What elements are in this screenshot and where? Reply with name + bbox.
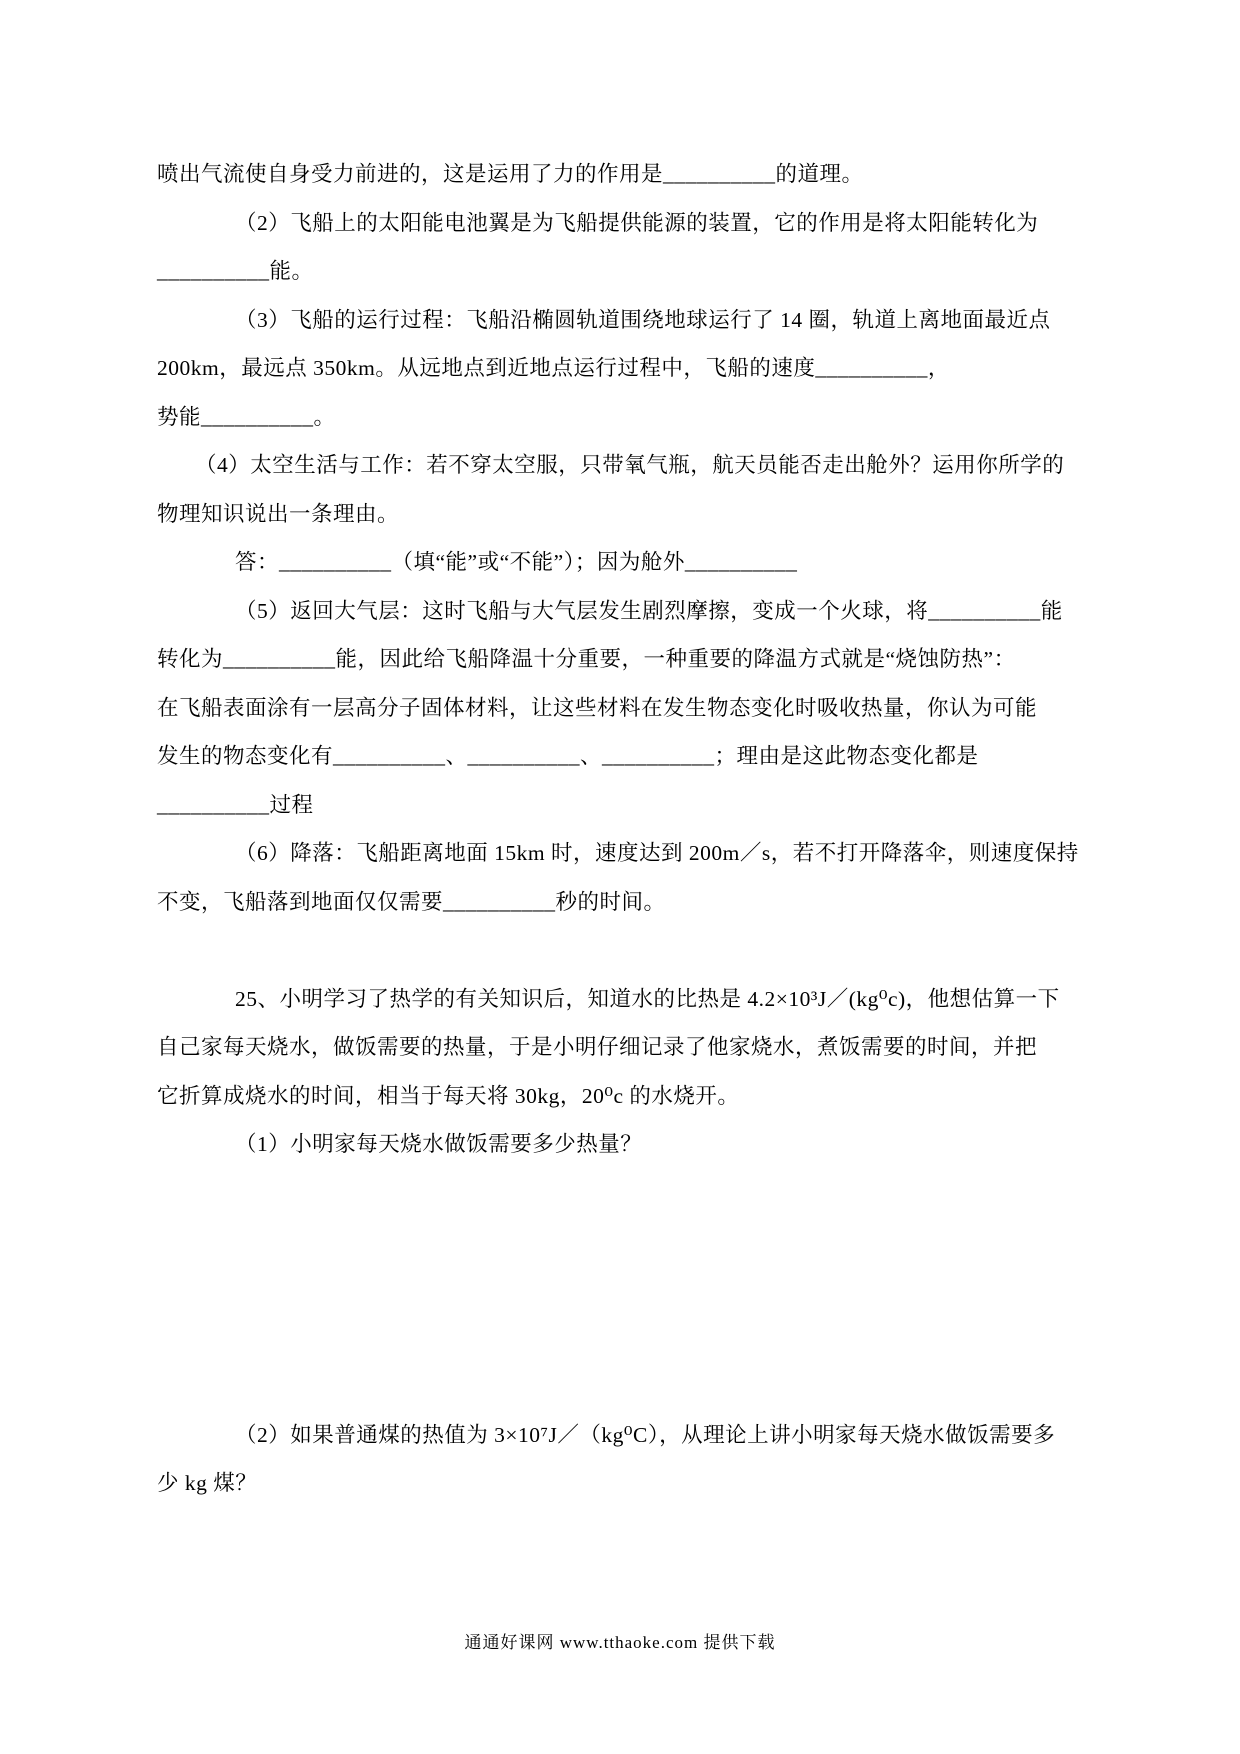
text-line-q24-6: （6）降落：飞船距离地面 15km 时，速度达到 200m／s，若不打开降落伞，则速度保持 [235, 841, 1079, 865]
text-line-q24-2-cont: __________能。 [157, 259, 314, 283]
text-line-q24-6-cont: 不变，飞船落到地面仅仅需要__________秒的时间。 [157, 889, 666, 914]
worksheet-body [157, 150, 1097, 1508]
text-line-q24-5-cont2: 在飞船表面涂有一层高分子固体材料，让这些材料在发生物态变化时吸收热量，你认为可能 [157, 695, 1038, 720]
text-line-q24-5-cont1: 转化为__________能，因此给飞船降温十分重要，一种重要的降温方式就是“烧蚀防热”： [157, 647, 1016, 671]
text-line-q24-5: （5）返回大气层：这时飞船与大气层发生剧烈摩擦，变成一个火球，将__________能 [235, 598, 1063, 623]
text-line-q25-part2-cont: 少 kg 煤？ [157, 1471, 258, 1495]
text-line-q24-3: （3）飞船的运行过程：飞船沿椭圆轨道围绕地球运行了 14 圈，轨道上离地面最近点 [235, 307, 1051, 332]
text-line-q24-1-cont: 喷出气流使自身受力前进的，这是运用了力的作用是__________的道理。 [157, 162, 864, 186]
text-line-q24-3-cont1: 200km，最远点 350km。从远地点到近地点运行过程中，飞船的速度__________， [157, 356, 950, 380]
footer-download-note: 通通好课网 www.tthaoke.com 提供下载 [464, 1633, 776, 1652]
text-line-q25-cont1: 自己家每天烧水，做饭需要的热量，于是小明仔细记录了他家烧水，煮饭需要的时间，并把 [157, 1035, 1038, 1059]
text-line-q24-4-cont: 物理知识说出一条理由。 [157, 501, 400, 526]
text-line-q24-4-answer: 答：__________（填“能”或“不能”）；因为舱外__________ [235, 550, 798, 574]
text-line-q25-cont2: 它折算成烧水的时间，相当于每天将 30kg，20⁰c 的水烧开。 [157, 1083, 740, 1108]
text-line-q25-part2: （2）如果普通煤的热值为 3×10⁷J／（kg⁰C），从理论上讲小明家每天烧水做饭需要多 [235, 1422, 1056, 1447]
text-line-q25-part1: （1）小明家每天烧水做饭需要多少热量？ [235, 1132, 643, 1156]
text-line-q24-3-cont2: 势能__________。 [157, 404, 336, 429]
text-line-q24-5-cont3: 发生的物态变化有__________、__________、__________；理由是这此物态变化都是 [157, 744, 979, 768]
text-line-q24-2: （2）飞船上的太阳能电池翼是为飞船提供能源的装置，它的作用是将太阳能转化为 [235, 210, 1039, 235]
text-line-q24-4: （4）太空生活与工作：若不穿太空服，只带氧气瓶，航天员能否走出舱外？运用你所学的 [195, 453, 1065, 477]
text-line-q25-intro: 25、小明学习了热学的有关知识后，知道水的比热是 4.2×10³J／(kg⁰c)，他想估算一下 [235, 986, 1060, 1011]
answer-space [157, 1169, 1097, 1411]
spacer [157, 926, 1097, 975]
text-line-q24-5-cont4: __________过程 [157, 792, 314, 817]
